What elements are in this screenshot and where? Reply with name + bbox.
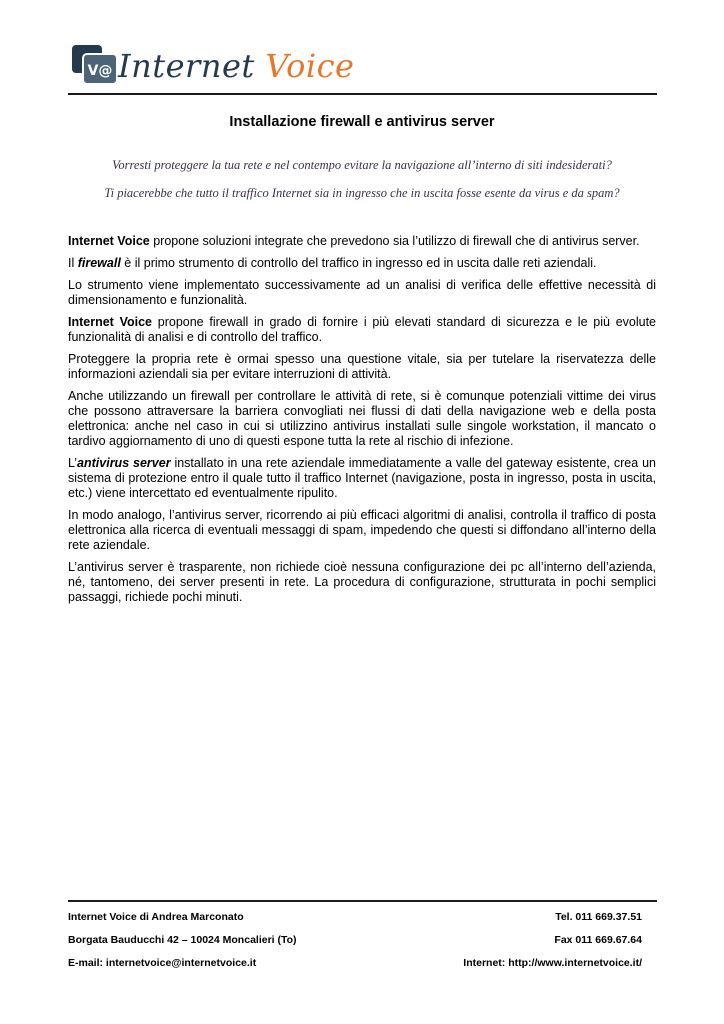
logo-word-voice: Voice [265,47,355,85]
header-divider [68,93,657,95]
paragraph-1: Internet Voice propone soluzioni integrate che prevedono sia l’utilizzo di firewall che di antivirus server. [68,234,640,248]
intro-question-2: Ti piacerebbe che tutto il traffico Internet sia in ingresso che in uscita fosse esente da virus e da spam? [104,186,620,200]
svg-text:V@: V@ [87,63,113,79]
intro-question-1: Vorresti proteggere la tua rete e nel contempo evitare la navigazione all’interno di siti indesiderati? [112,158,612,172]
footer-row-contact [68,957,642,973]
footer-divider [68,900,657,902]
internet-voice-logo-icon [71,44,119,86]
footer-address: Borgata Bauducchi 42 – 10024 Moncalieri (To) [68,934,297,946]
brand-name: Internet Voice [68,315,153,329]
paragraph-5: Proteggere la propria rete è ormai spesso una questione vitale, sia per tutelare la riservatezza delle informazioni aziendali sia per evitare interruzioni di attività. [68,352,656,381]
footer-phone: Tel. 011 669.37.51 [555,911,642,923]
paragraph-8: In modo analogo, l’antivirus server, ricorrendo ai più efficaci algoritmi di analisi, controlla il traffico di posta elettronica alla ricerca di eventuali messaggi di spam, impedendo che questi si diffondano all’interno della rete aziendale. [68,508,656,552]
paragraph-3: Lo strumento viene implementato successivamente ad un analisi di verifica delle effettive necessità di dimensionamento e funzionalità. [68,278,656,307]
document-body [68,234,656,612]
paragraph-7: L’antivirus server installato in una rete aziendale immediatamente a valle del gateway esistente, crea un sistema di protezione entro il quale tutto il traffico Internet (navigazione, posta in ingresso, posta in uscita, etc.) viene intercettato ed eventualmente ripulito. [68,456,656,500]
paragraph-2: Il firewall è il primo strumento di controllo del traffico in ingresso ed in uscita dalle reti aziendali. [68,256,597,270]
logo-wordmark [118,46,354,86]
footer-fax: Fax 011 669.67.64 [554,934,642,946]
paragraph-6: Anche utilizzando un firewall per controllare le attività di rete, si è comunque potenziali vittime dei virus che possono attraversare la barriera convogliati nei flussi di dati della navigazione web e della posta elettronica: anche nel caso in cui si utilizzino antivirus installati sulle singole workstation, il mancato o tardivo aggiornamento di uno di questi espone tutta la rete al rischio di infezione. [68,389,656,448]
page-header [68,38,657,94]
brand-name: Internet Voice [68,234,150,248]
paragraph-4: Internet Voice propone firewall in grado di fornire i più elevati standard di sicurezza e le più evolute funzionalità di analisi e di controllo del traffico. [68,315,656,344]
paragraph-9: L’antivirus server è trasparente, non richiede cioè nessuna configurazione dei pc all’interno dell’azienda, né, tantomeno, dei server presenti in rete. La procedura di configurazione, strutturata in pochi semplici passaggi, richiede pochi minuti. [68,560,656,604]
footer-email: E-mail: internetvoice@internetvoice.it [68,957,257,969]
footer-row-address [68,934,642,950]
term-antivirus-server: antivirus server [77,456,171,470]
document-title: Installazione firewall e antivirus server [229,114,495,130]
footer-row-company [68,911,642,927]
footer-company: Internet Voice di Andrea Marconato [68,911,244,923]
logo-word-internet: Internet [118,47,255,85]
term-firewall: firewall [77,256,121,270]
footer-website: Internet: http://www.internetvoice.it/ [463,957,642,969]
